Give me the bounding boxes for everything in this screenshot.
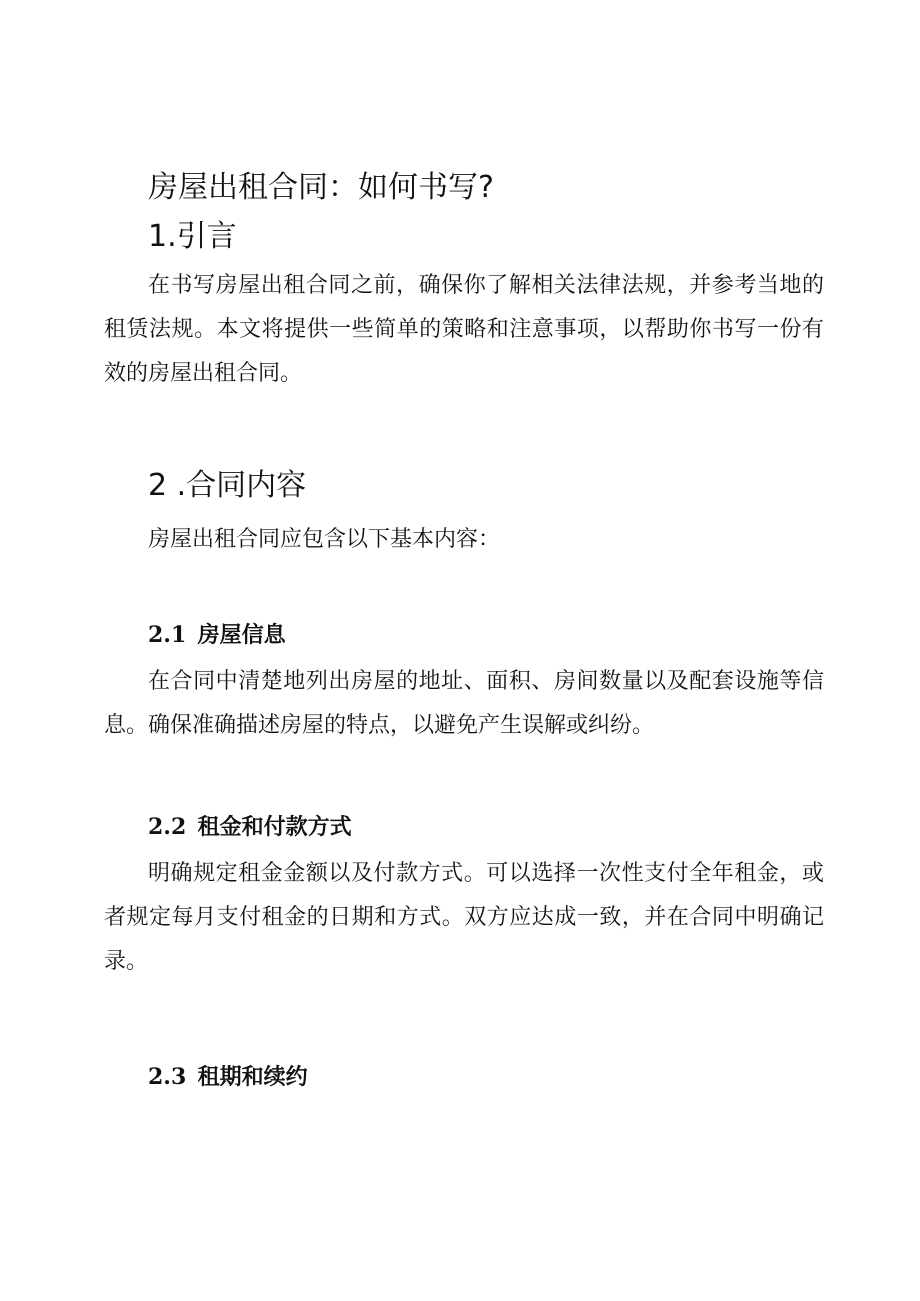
subsection-title: 租金和付款方式	[197, 815, 352, 840]
subsection-number: 2.1	[148, 622, 187, 648]
section-heading-introduction: 1.引言	[148, 219, 237, 254]
property-info-paragraph: 在合同中清楚地列出房屋的地址、面积、房间数量以及配套设施等信息。确保准确描述房屋的特点，以避免产生误解或纠纷。	[104, 669, 824, 738]
document-title: 房屋出租合同：如何书写?	[148, 170, 494, 205]
subsection-heading-property-info	[148, 620, 286, 651]
subsection-title: 租期和续约	[197, 1065, 308, 1090]
subsection-heading-lease-term	[148, 1062, 308, 1093]
subsection-number: 2.2	[148, 814, 187, 840]
subsection-title: 房屋信息	[197, 623, 286, 648]
contract-content-intro: 房屋出租合同应包含以下基本内容：	[148, 527, 501, 552]
subsection-number: 2.3	[148, 1064, 187, 1090]
introduction-paragraph: 在书写房屋出租合同之前，确保你了解相关法律法规，并参考当地的租赁法规。本文将提供一些简单的策略和注意事项，以帮助你书写一份有效的房屋出租合同。	[104, 273, 824, 386]
rent-payment-paragraph: 明确规定租金金额以及付款方式。可以选择一次性支付全年租金，或者规定每月支付租金的日期和方式。双方应达成一致，并在合同中明确记录。	[104, 861, 824, 974]
subsection-heading-rent-payment	[148, 812, 352, 843]
section-heading-contract-content: 2 .合同内容	[148, 468, 307, 503]
